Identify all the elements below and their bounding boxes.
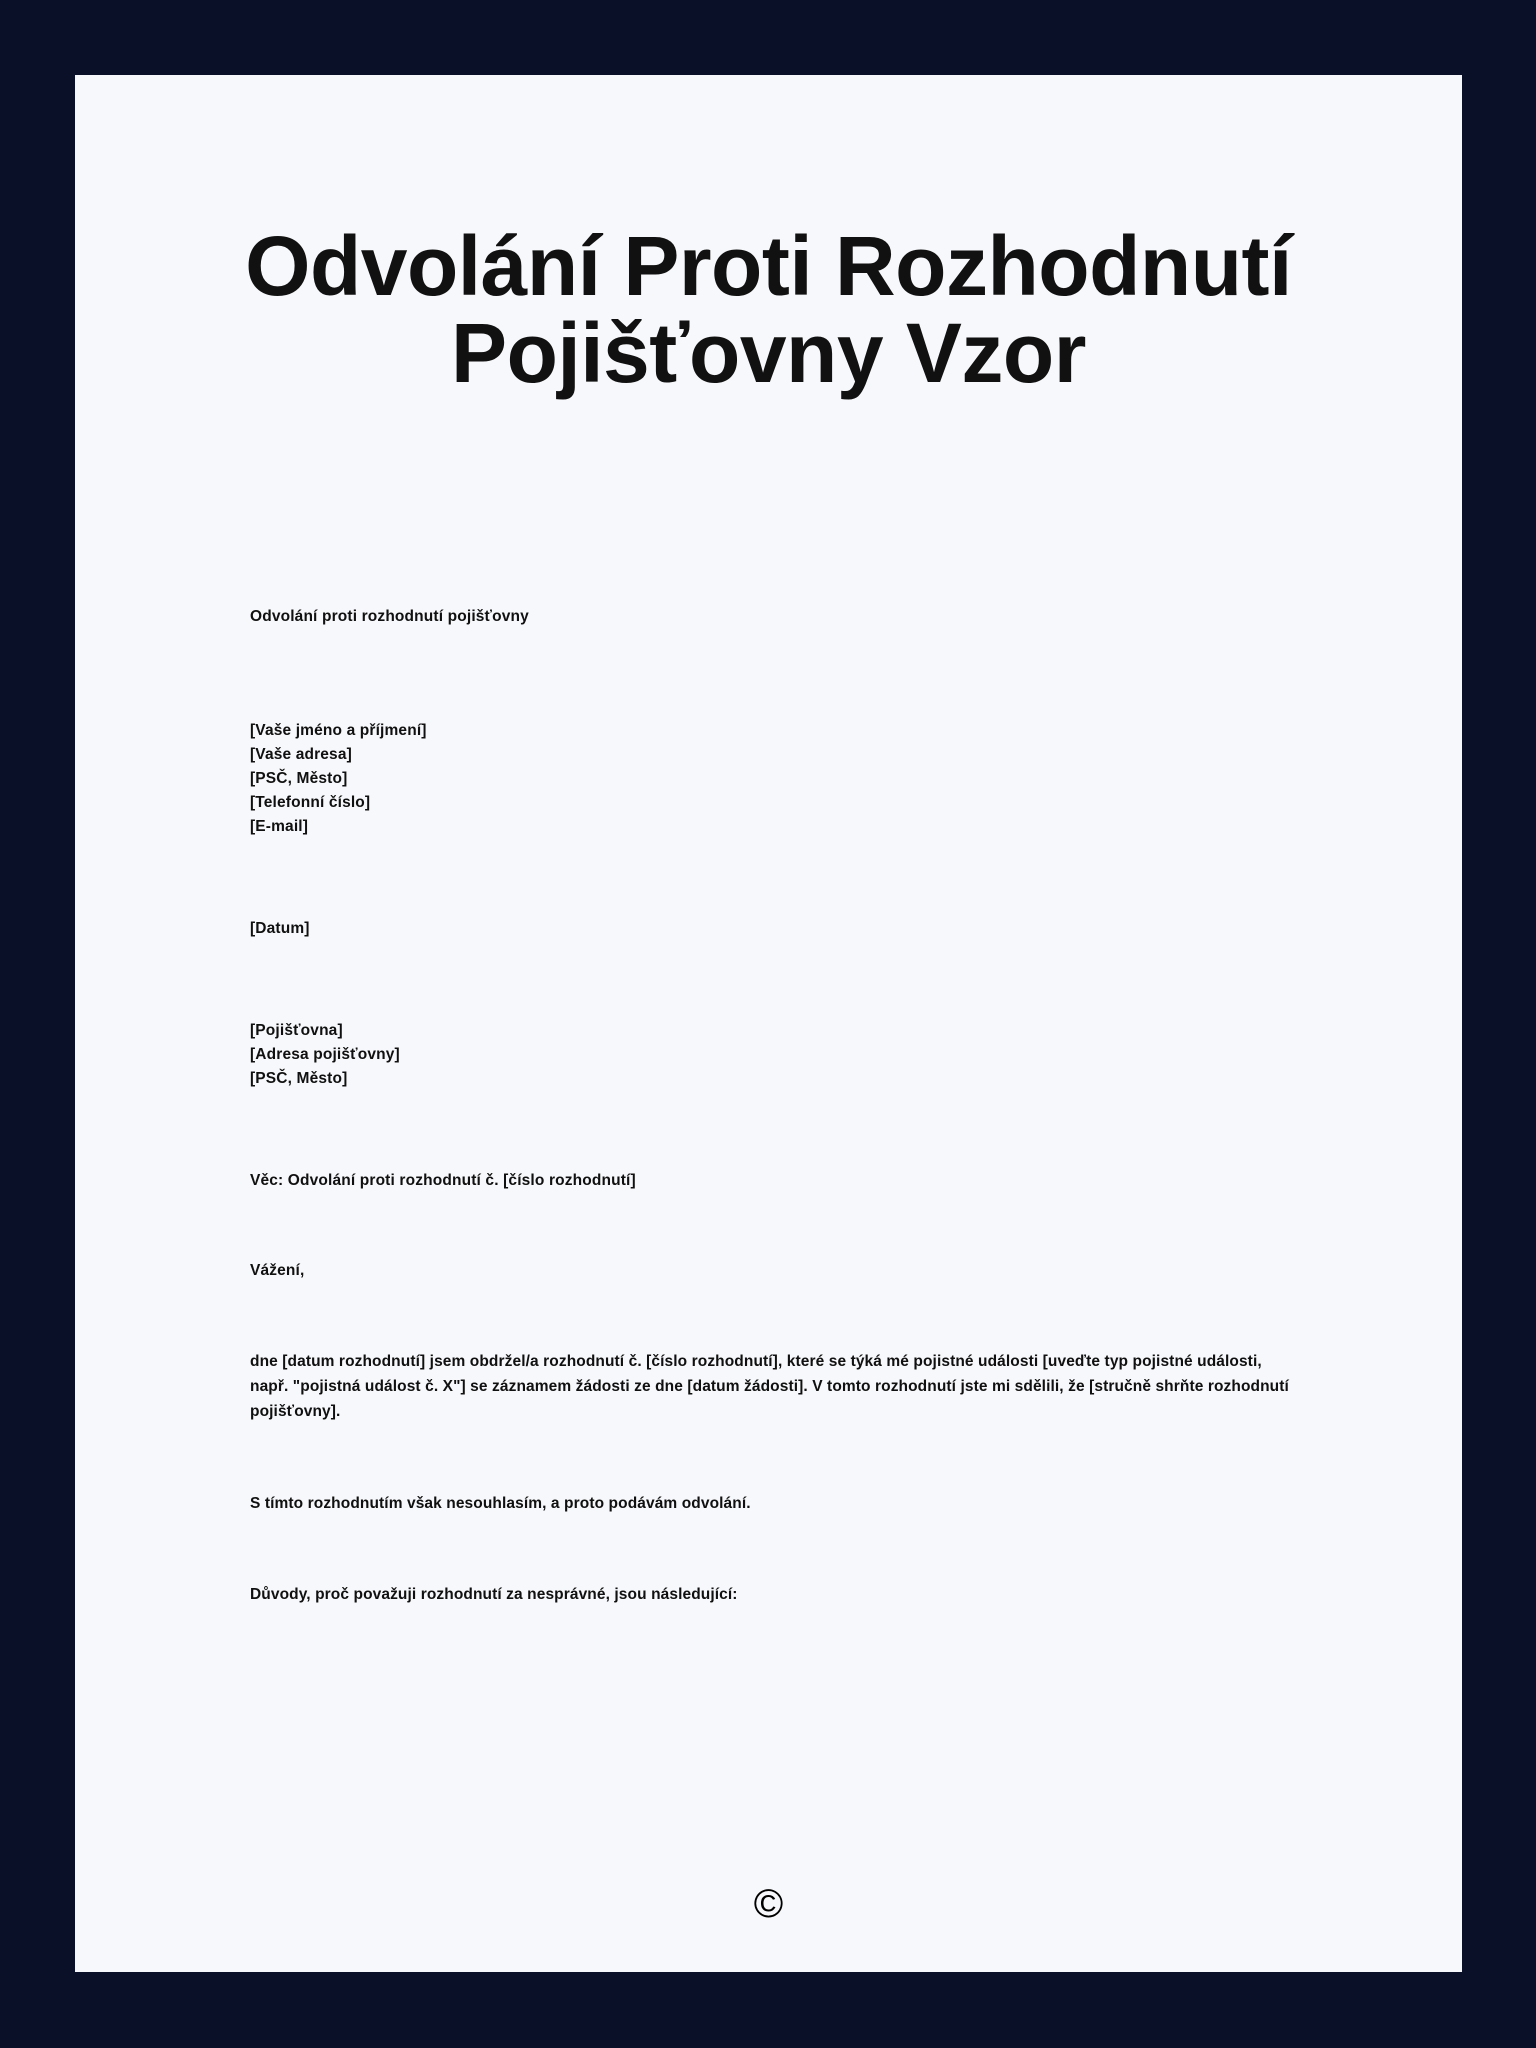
paragraph-two: S tímto rozhodnutím však nesouhlasím, a proto podávám odvolání. bbox=[250, 1494, 751, 1512]
sender-phone: [Telefonní číslo] bbox=[250, 794, 371, 812]
recipient-city: [PSČ, Město] bbox=[250, 1070, 348, 1088]
sender-email: [E-mail] bbox=[250, 818, 309, 836]
document-body bbox=[250, 605, 1290, 1607]
recipient-address-block bbox=[250, 1019, 1290, 1091]
recipient-street: [Adresa pojišťovny] bbox=[250, 1046, 400, 1064]
spacer bbox=[250, 1425, 1290, 1491]
sender-street: [Vaše adresa] bbox=[250, 746, 352, 764]
paragraph-one: dne [datum rozhodnutí] jsem obdržel/a rozhodnutí č. [číslo rozhodnutí], které se týká mé pojistné události [uveďte typ pojistné události, např. "pojistná událost č. X"] se záznamem žádosti ze dne [datum žádosti]. V tomto rozhodnutí jste mi sdělili, že [stručně shrňte rozhodnutí pojišťovny]. bbox=[250, 1353, 1289, 1421]
spacer bbox=[250, 1091, 1290, 1169]
spacer bbox=[250, 941, 1290, 1019]
spacer bbox=[250, 629, 1290, 719]
spacer bbox=[250, 1516, 1290, 1582]
sender-name: [Vaše jméno a příjmení] bbox=[250, 722, 427, 740]
paragraph-three: Důvody, proč považuji rozhodnutí za nesprávné, jsou následující: bbox=[250, 1585, 738, 1603]
sender-city: [PSČ, Město] bbox=[250, 770, 348, 788]
spacer bbox=[250, 839, 1290, 917]
spacer bbox=[250, 1193, 1290, 1259]
recipient-name: [Pojišťovna] bbox=[250, 1022, 343, 1040]
sender-address-block bbox=[250, 719, 1290, 839]
document-heading: Odvolání proti rozhodnutí pojišťovny bbox=[250, 608, 529, 625]
salutation: Vážení, bbox=[250, 1262, 305, 1280]
spacer bbox=[250, 1283, 1290, 1349]
document-date: [Datum] bbox=[250, 920, 310, 938]
copyright-icon: © bbox=[753, 1882, 784, 1926]
page-title: Odvolání Proti Rozhodnutí Pojišťovny Vzor bbox=[245, 219, 1292, 401]
document-page bbox=[75, 75, 1462, 1972]
subject-line: Věc: Odvolání proti rozhodnutí č. [číslo rozhodnutí] bbox=[250, 1172, 636, 1190]
